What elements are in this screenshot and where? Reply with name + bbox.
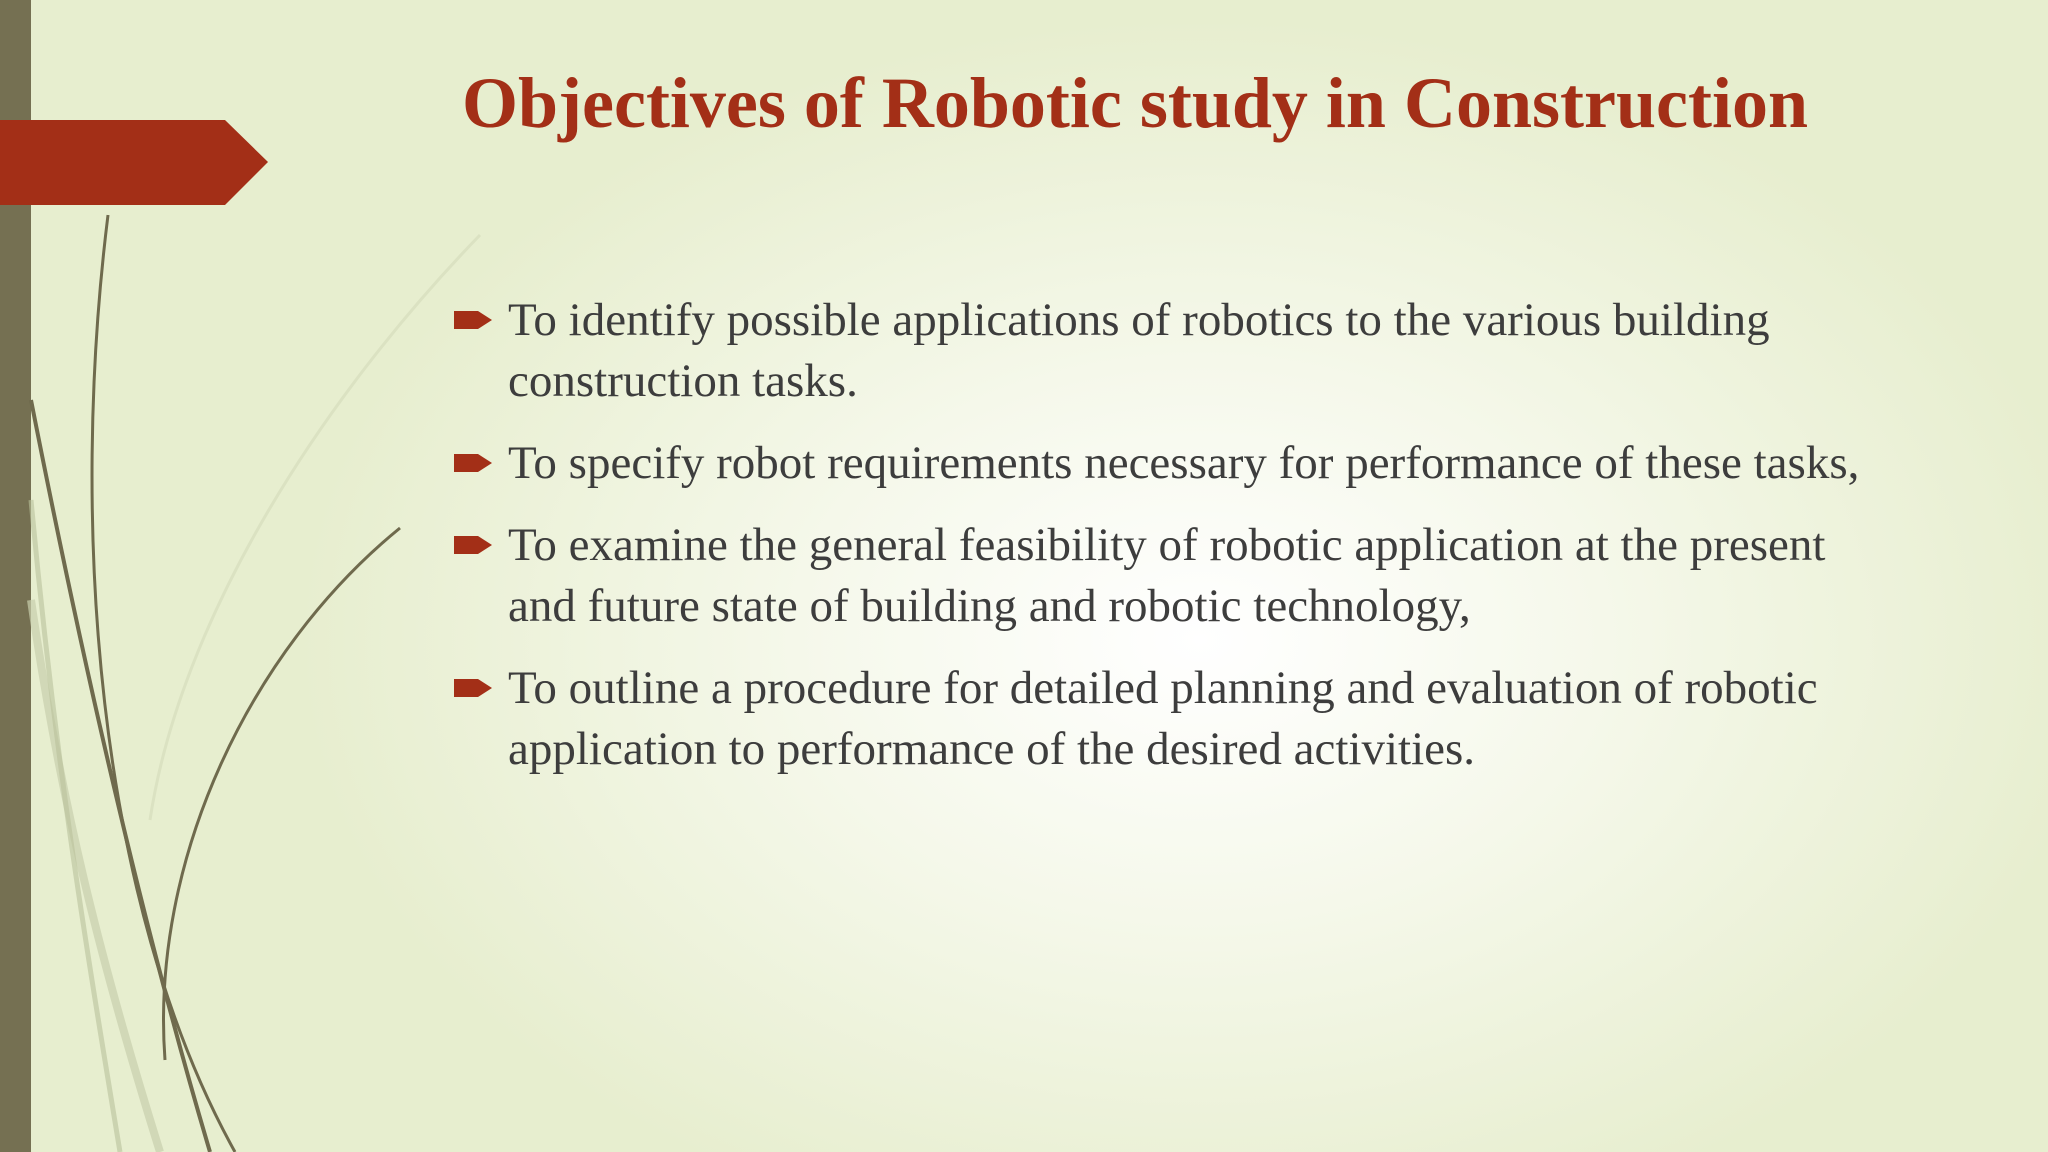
bullet-item — [450, 658, 1900, 780]
bullet-item — [450, 433, 1900, 494]
slide-title: Objectives of Robotic study in Construction — [462, 63, 1808, 143]
bullet-list — [450, 290, 1900, 801]
bullet-text: To specify robot requirements necessary for performance of these tasks, — [508, 437, 1860, 489]
bullet-text: To outline a procedure for detailed planning and evaluation of robotic application to performance of the desired activities. — [508, 662, 1818, 775]
bullet-item — [450, 290, 1900, 412]
bullet-text: To identify possible applications of robotics to the various building construction tasks. — [508, 294, 1770, 407]
right-arrow-icon — [454, 533, 492, 557]
red-arrow-tab — [0, 120, 268, 205]
right-arrow-icon — [454, 308, 492, 332]
right-arrow-icon — [454, 451, 492, 475]
bullet-item — [450, 515, 1900, 637]
bullet-text: To examine the general feasibility of robotic application at the present and future state of building and robotic technology, — [508, 519, 1826, 632]
right-arrow-icon — [454, 676, 492, 700]
